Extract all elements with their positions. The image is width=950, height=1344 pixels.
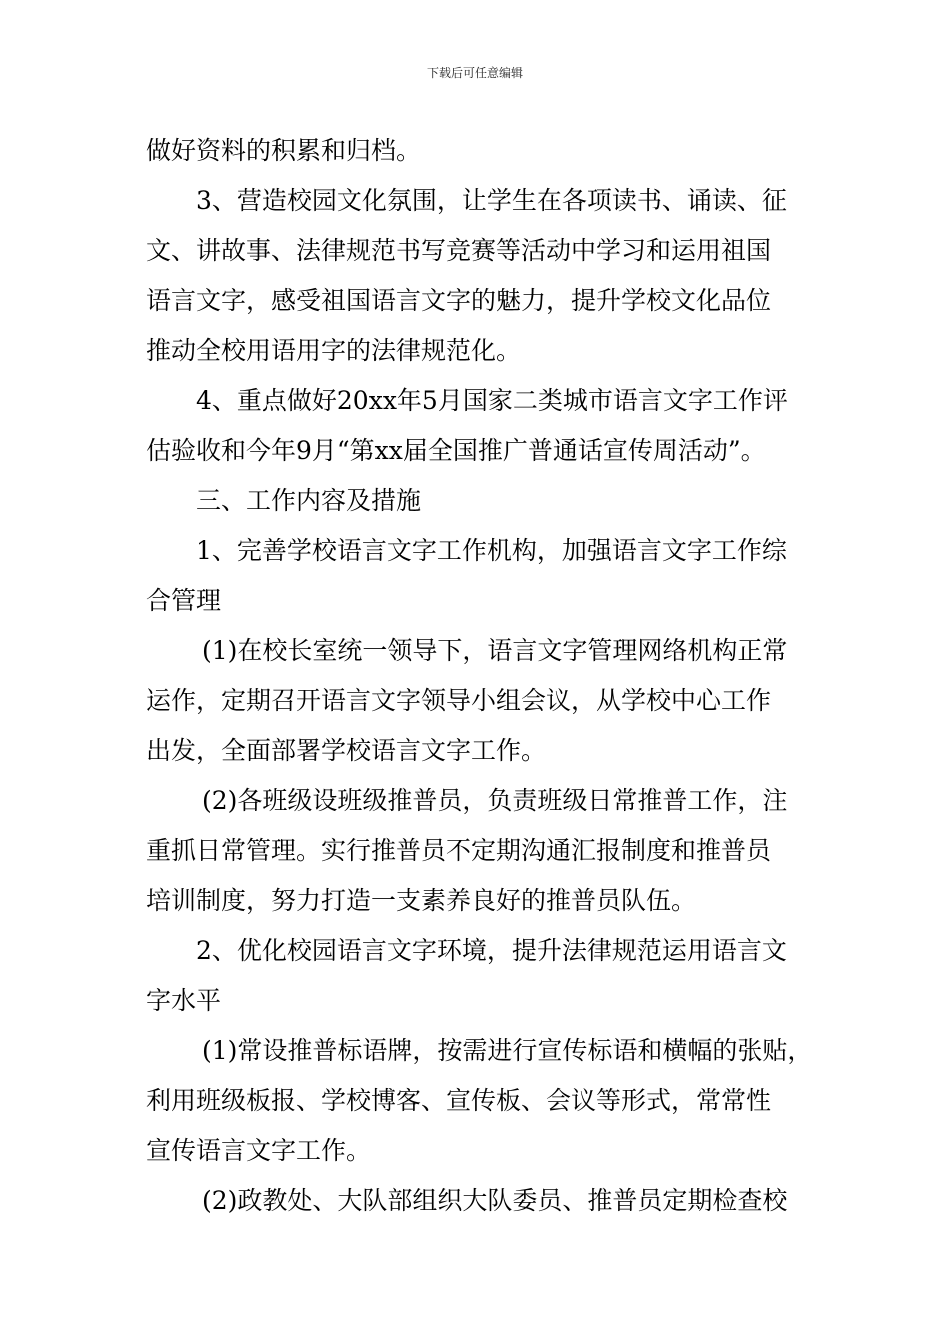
paragraph-line: 宣传语言文字工作。 xyxy=(146,1136,372,1165)
paragraph-line: 1、完善学校语言文字工作机构，加强语言文字工作综 xyxy=(196,536,787,565)
paragraph-line: 利用班级板报、学校博客、宣传板、会议等形式，常常性 xyxy=(146,1086,772,1115)
paragraph-line: 重抓日常管理。实行推普员不定期沟通汇报制度和推普员 xyxy=(146,836,772,865)
paragraph-line: 做好资料的积累和归档。 xyxy=(146,136,422,165)
paragraph-line: 4、重点做好20xx年5月国家二类城市语言文字工作评 xyxy=(196,386,788,415)
paragraph-line: 文、讲故事、法律规范书写竞赛等活动中学习和运用祖国 xyxy=(146,236,772,265)
page-header: 下载后可任意编辑 xyxy=(426,66,523,80)
paragraph-line: 培训制度，努力打造一支素养良好的推普员队伍。 xyxy=(146,886,697,915)
paragraph-line: (2)各班级设班级推普员，负责班级日常推普工作，注 xyxy=(202,786,788,815)
paragraph-line: 2、优化校园语言文字环境，提升法律规范运用语言文 xyxy=(196,936,787,965)
paragraph-line: 3、营造校园文化氛围，让学生在各项读书、诵读、征 xyxy=(196,186,787,215)
paragraph-line: (1)在校长室统一领导下，语言文字管理网络机构正常 xyxy=(202,636,788,665)
paragraph-line: (1)常设推普标语牌，按需进行宣传标语和横幅的张贴， xyxy=(202,1036,813,1065)
paragraph-line: 运作，定期召开语言文字领导小组会议，从学校中心工作 xyxy=(146,686,772,715)
paragraph-line: (2)政教处、大队部组织大队委员、推普员定期检查校 xyxy=(202,1186,788,1215)
paragraph-line: 语言文字，感受祖国语言文字的魅力，提升学校文化品位 xyxy=(146,286,772,315)
paragraph-line: 出发，全面部署学校语言文字工作。 xyxy=(146,736,547,765)
paragraph-line: 合管理 xyxy=(146,586,222,615)
paragraph-line: 估验收和今年9月“第xx届全国推广普通话宣传周活动”。 xyxy=(146,436,766,465)
document-body xyxy=(146,126,811,1226)
paragraph-line: 字水平 xyxy=(146,986,222,1015)
section-heading: 三、工作内容及措施 xyxy=(196,486,422,515)
paragraph-line: 推动全校用语用字的法律规范化。 xyxy=(146,336,522,365)
